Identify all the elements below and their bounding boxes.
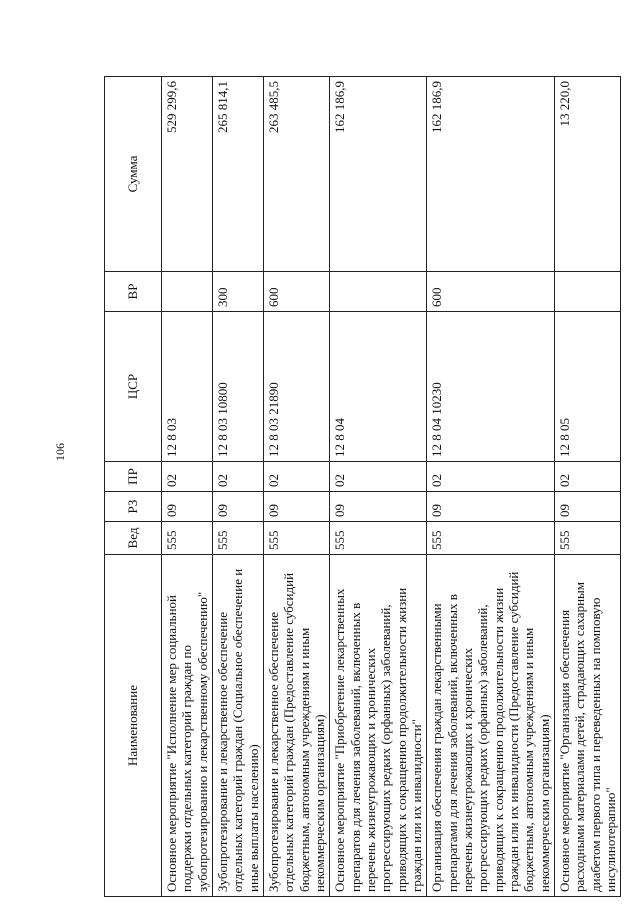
cell-rz: 09 (554, 492, 620, 522)
table-header-row (105, 77, 162, 897)
cell-vr (330, 272, 427, 312)
cell-csr: 12 8 05 (554, 312, 620, 462)
cell-rz: 09 (427, 492, 555, 522)
page-number: 106 (53, 443, 67, 461)
header-rz: РЗ (105, 492, 162, 522)
cell-name: Основное мероприятие "Приобретение лекарственных препаратов для лечения заболеваний, включенных в перечень жизнеугрожающих и хронических прогрессирующих редких (орфанных) заболеваний, приводящих к сокращению продолжительности жизни граждан или их инвалидности" (330, 555, 427, 897)
cell-csr: 12 8 04 10230 (427, 312, 555, 462)
budget-table (104, 76, 621, 897)
cell-rz: 09 (162, 492, 213, 522)
cell-rz: 09 (330, 492, 427, 522)
cell-rz: 09 (263, 492, 329, 522)
cell-pr: 02 (330, 462, 427, 492)
cell-sum: 13 220,0 (554, 77, 620, 272)
cell-name: Зубопротезирование и лекарственное обеспечение отдельных категорий граждан (Предоставление субсидий бюджетным, автономным учреждениям и иным некоммерческим организациям) (263, 555, 329, 897)
header-name: Наименование (105, 555, 162, 897)
table-row (330, 77, 427, 897)
cell-pr: 02 (554, 462, 620, 492)
cell-ved: 555 (263, 522, 329, 555)
cell-vr: 300 (212, 272, 263, 312)
table-row (427, 77, 555, 897)
cell-csr: 12 8 03 21890 (263, 312, 329, 462)
header-vr: ВР (105, 272, 162, 312)
cell-ved: 555 (162, 522, 213, 555)
cell-ved: 555 (212, 522, 263, 555)
table-row (162, 77, 213, 897)
cell-ved: 555 (330, 522, 427, 555)
cell-ved: 555 (554, 522, 620, 555)
cell-sum: 162 186,9 (330, 77, 427, 272)
table-row (554, 77, 620, 897)
header-csr: ЦСР (105, 312, 162, 462)
cell-pr: 02 (212, 462, 263, 492)
cell-sum: 265 814,1 (212, 77, 263, 272)
cell-name: Зубопротезирование и лекарственное обеспечение отдельных категорий граждан (Социальное обеспечение и иные выплаты населению) (212, 555, 263, 897)
cell-vr (162, 272, 213, 312)
cell-rz: 09 (212, 492, 263, 522)
cell-name: Основное мероприятие "Исполнение мер социальной поддержки отдельных категорий граждан по зубопротезированию и лекарственному обеспечению" (162, 555, 213, 897)
cell-pr: 02 (427, 462, 555, 492)
header-ved: Вед (105, 522, 162, 555)
header-pr: ПР (105, 462, 162, 492)
cell-csr: 12 8 03 (162, 312, 213, 462)
cell-name: Основное мероприятие "Организация обеспечения расходными материалами детей, страдающих сахарным диабетом первого типа и переведенных на помповую инсулинотерапию" (554, 555, 620, 897)
budget-table-rotated (104, 77, 618, 897)
cell-vr (554, 272, 620, 312)
table-row (212, 77, 263, 897)
cell-vr: 600 (263, 272, 329, 312)
cell-sum: 529 299,6 (162, 77, 213, 272)
cell-sum: 162 186,9 (427, 77, 555, 272)
cell-pr: 02 (263, 462, 329, 492)
cell-sum: 263 485,5 (263, 77, 329, 272)
cell-csr: 12 8 04 (330, 312, 427, 462)
cell-vr: 600 (427, 272, 555, 312)
table-row (263, 77, 329, 897)
header-sum: Сумма (105, 77, 162, 272)
cell-csr: 12 8 03 10800 (212, 312, 263, 462)
cell-pr: 02 (162, 462, 213, 492)
cell-name: Организация обеспечения граждан лекарственными препаратами для лечения заболеваний, включенных в перечень жизнеугрожающих и хронических прогрессирующих редких (орфанных) заболеваний, приводящих к сокращению продолжительности жизни граждан или их инвалидности (Предоставление субсидий бюджетным, автономным учреждениям и иным некоммерческим организациям) (427, 555, 555, 897)
cell-ved: 555 (427, 522, 555, 555)
